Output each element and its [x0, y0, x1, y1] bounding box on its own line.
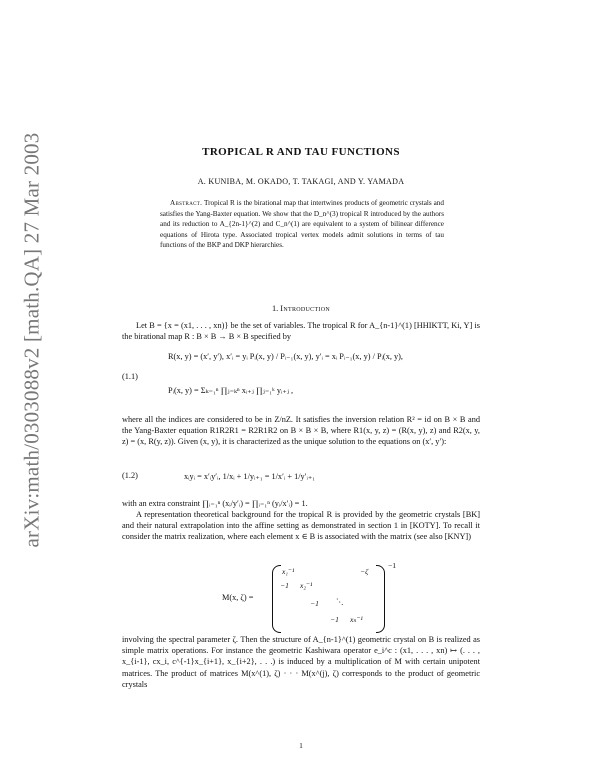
paragraph-inversion-text: where all the indices are considered to be in Z/nZ. It satisfies the inversion relation R² = id on B × B and the Yang-Baxter equation R1R2R1 = R2R1R2 on B × B × B, where R1(x, y, z) = (R(x, y), z) and R2(x, y, z) = (x, R(y, z)). Given (x, y), it is characterized as the unique solution to the equations on (x′, y′):	[122, 415, 480, 447]
matrix-cell: xₙ⁻¹	[350, 615, 363, 624]
abstract-label: Abstract.	[170, 199, 203, 207]
paragraph-intro-text: Let B = {x = (x1, . . . , xn)} be the set of variables. The tropical R for A_{n-1}^(1) [HHIKTT, Ki, Y] is the birational map R : B × B → B × B specified by	[122, 321, 480, 342]
matrix-cell: −1	[330, 615, 339, 624]
arxiv-identifier: arXiv:math/0303088v2 [math.QA] 27 Mar 2003	[19, 132, 44, 548]
equation-1-1-line2: Pᵢ(x, y) = Σₖ₌₁ⁿ ∏ⱼ₌ₖⁿ xᵢ₊ⱼ ∏ⱼ₌₁ᵏ yᵢ₊ⱼ ,	[168, 386, 294, 395]
matrix-cell: −1	[280, 581, 289, 590]
matrix-ellipsis: ⋱	[336, 597, 344, 606]
matrix-exponent: −1	[388, 561, 397, 570]
equation-number-1-1: (1.1)	[122, 372, 138, 381]
equation-1-1-line1: R(x, y) = (x′, y′), x′ᵢ = yᵢ Pᵢ(x, y) / Pᵢ₋₁(x, y), y′ᵢ = xᵢ Pᵢ₋₁(x, y) / Pᵢ(x, y),	[168, 352, 403, 361]
matrix-cell: −ζ	[360, 567, 369, 576]
section-number: 1.	[271, 304, 279, 313]
matrix-left-paren	[272, 565, 281, 633]
paragraph-spectral-text: involving the spectral parameter ζ. Then the structure of A_{n-1}^(1) geometric crystal on B is realized as simple matrix operations. For instance the geometric Kashiwara operator e_i^c : (x1, . . . , xn) ↦ (. . . , x_{i-1}, cx_i, c^{-1}x_{i+1}, x_{i+2}, . . .) is induced by a multiplication of M with certain unipotent matrices. The product of matrices M(x^(1), ζ) · · · M(x^(j), ζ) corresponds to the product of geometric crystals	[122, 635, 480, 689]
paragraph-spectral	[122, 634, 480, 690]
abstract-text: Tropical R is the birational map that intertwines products of geometric crystals and satisfies the Yang-Baxter equation. We show that the D_n^(3) tropical R introduced by the authors and its reduction to A_{2n-1}^(2) and C_n^(1) are equivalent to a system of bilinear difference equations of Hirota type. Associated tropical vertex models admit solutions in terms of tau functions of the BKP and DKP hierarchies.	[160, 199, 444, 250]
abstract	[160, 198, 444, 251]
paragraph-background	[122, 509, 480, 543]
paper-title: TROPICAL R AND TAU FUNCTIONS	[202, 146, 400, 158]
paragraph-background-text: A representation theoretical background for the tropical R is provided by the geometric crystals [BK] and their natural extrapolation into the affine setting as demonstrated in section 1 in [KOTY]. To recall it consider the matrix realization, where each element x ∈ B is associated with the matrix (see also [KNY])	[122, 510, 480, 542]
page-number: 1	[299, 741, 303, 750]
matrix-cell: x₂⁻¹	[300, 581, 313, 590]
matrix-cell: −1	[310, 599, 319, 608]
paper-authors: A. KUNIBA, M. OKADO, T. TAKAGI, AND Y. YAMADA	[197, 177, 405, 186]
paper-page	[122, 0, 480, 776]
paragraph-intro	[122, 320, 480, 342]
arxiv-sidebar	[12, 60, 52, 620]
matrix-cell: x₁⁻¹	[282, 567, 295, 576]
matrix-lhs: M(x, ζ) =	[222, 593, 254, 602]
paragraph-constraint-text: with an extra constraint ∏ᵢ₌₁ⁿ (xᵢ/y′ᵢ) = ∏ᵢ₌₁ⁿ (yᵢ/x′ᵢ) = 1.	[122, 499, 308, 508]
section-title: Introduction	[280, 304, 330, 313]
equation-number-1-2: (1.2)	[122, 471, 138, 480]
matrix-equation	[222, 561, 412, 631]
equation-1-2: xᵢyᵢ = x′ᵢy′ᵢ, 1/xᵢ + 1/yᵢ₊₁ = 1/x′ᵢ + 1/y′ᵢ₊₁	[184, 472, 316, 481]
matrix-right-paren	[376, 565, 385, 633]
paragraph-constraint	[122, 498, 480, 509]
section-heading	[122, 304, 480, 313]
paragraph-inversion	[122, 414, 480, 448]
